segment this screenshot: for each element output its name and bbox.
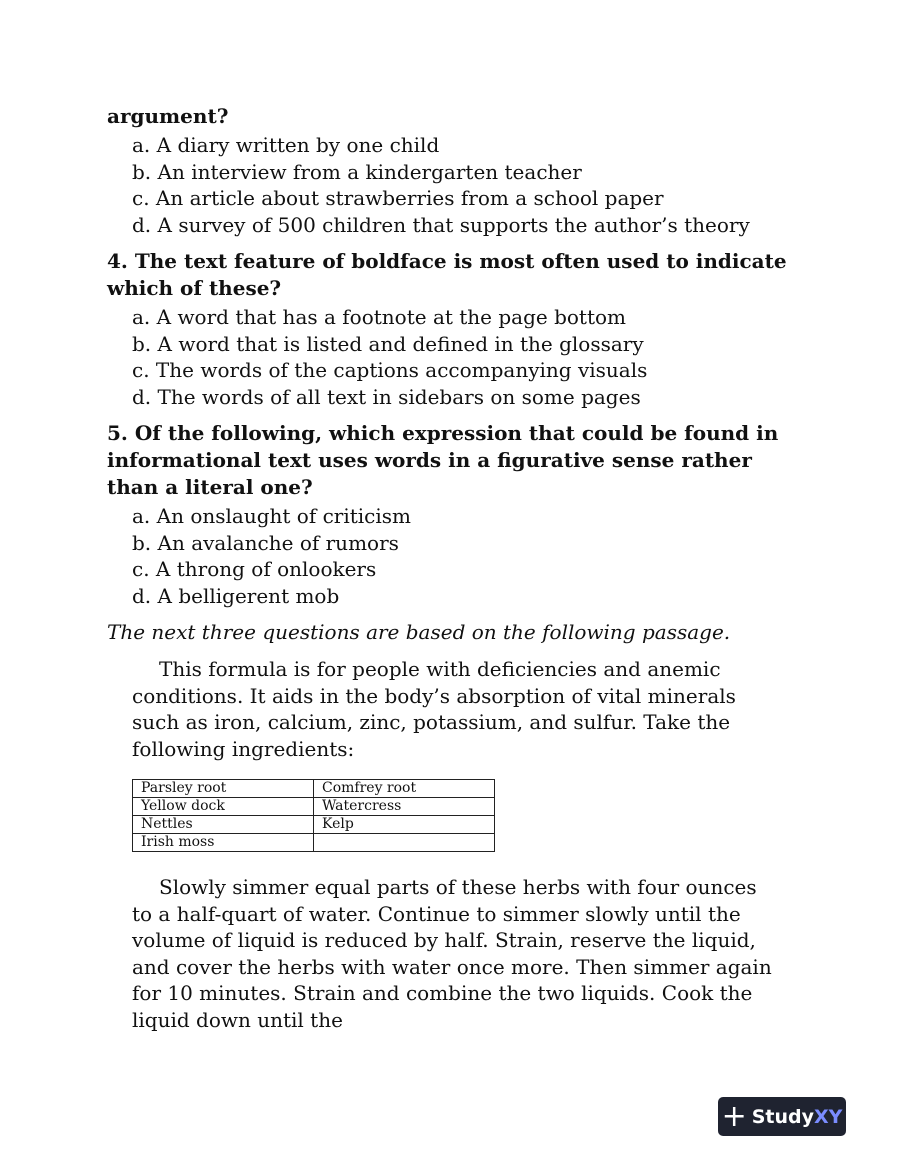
passage-paragraph-1 [132, 656, 772, 762]
table-cell: Parsley root [133, 780, 314, 798]
option: a. A diary written by one child [132, 133, 440, 157]
question-4-options [107, 304, 797, 410]
passage-text: This formula is for people with deficiencies and anemic conditions. It aids in the body’s absorption of vital minerals such as iron, calcium, zinc, potassium, and sulfur. Take the following ingredients: [132, 657, 736, 761]
question-5 [107, 420, 797, 609]
table-row [133, 798, 495, 816]
plus-icon: + [721, 1098, 747, 1134]
table-cell: Irish moss [133, 834, 314, 852]
option: c. The words of the captions accompanying visuals [132, 358, 648, 382]
option: d. A belligerent mob [132, 583, 340, 608]
table-cell: Kelp [314, 816, 495, 834]
question-3-stem: argument? [107, 104, 229, 128]
table-cell: Comfrey root [314, 780, 495, 798]
table-row [133, 816, 495, 834]
table-cell: Nettles [133, 816, 314, 834]
table-cell [314, 834, 495, 852]
option: d. A survey of 500 children that supports the author’s theory [132, 212, 750, 237]
option: b. An avalanche of rumors [132, 530, 399, 555]
option: c. A throng of onlookers [132, 557, 377, 581]
question-4 [107, 248, 797, 410]
table-cell: Yellow dock [133, 798, 314, 816]
passage-paragraph-2 [132, 874, 772, 1033]
table-row [133, 834, 495, 852]
passage-text: Slowly simmer equal parts of these herbs with four ounces to a half-quart of water. Continue to simmer slowly until the volume of liquid is reduced by half. Strain, reserve the liquid, and cover the herbs with water once more. Then simmer again for 10 minutes. Strain and combine the two liquids. Cook the liquid down until the [132, 875, 772, 1032]
logo-text-main: Study [751, 1105, 814, 1128]
document-page [107, 103, 797, 1033]
question-3-options [107, 132, 797, 238]
table-row [133, 780, 495, 798]
option: a. An onslaught of criticism [132, 504, 412, 528]
question-4-stem: 4. The text feature of boldface is most often used to indicate which of these? [107, 249, 787, 300]
table-cell: Watercress [314, 798, 495, 816]
passage-intro: The next three questions are based on the following passage. [107, 620, 731, 644]
option: a. A word that has a footnote at the page bottom [132, 305, 627, 329]
question-3 [107, 103, 797, 238]
option: b. An interview from a kindergarten teacher [132, 159, 582, 184]
studyxy-logo[interactable] [718, 1097, 846, 1136]
ingredients-table [132, 779, 495, 852]
option: b. A word that is listed and defined in the glossary [132, 331, 644, 356]
question-5-options [107, 503, 797, 609]
question-5-stem: 5. Of the following, which expression that could be found in informational text uses words in a figurative sense rather than a literal one? [107, 421, 779, 499]
option: c. An article about strawberries from a school paper [132, 186, 664, 210]
option: d. The words of all text in sidebars on some pages [132, 384, 641, 409]
logo-text-accent: XY [814, 1105, 843, 1128]
